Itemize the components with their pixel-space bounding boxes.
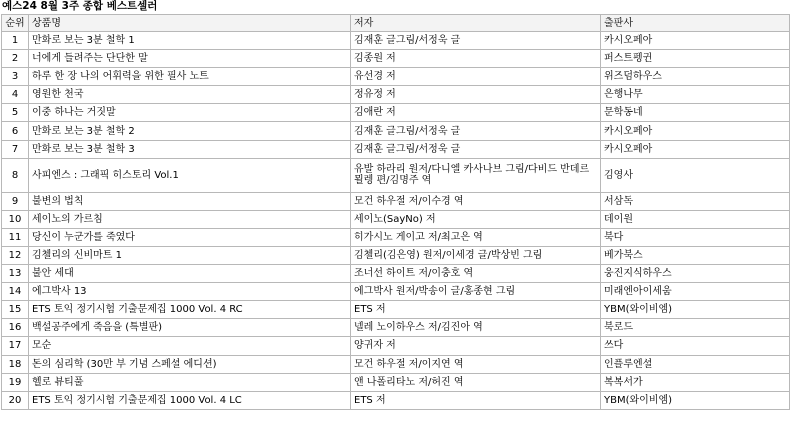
- title-cell: 당신이 누군가를 죽였다: [29, 228, 351, 246]
- author-cell: ETS 저: [351, 301, 601, 319]
- column-header-publisher: 출판사: [601, 15, 790, 32]
- table-row: [2, 104, 790, 122]
- table-row: [2, 122, 790, 140]
- rank-cell: 8: [2, 158, 29, 192]
- rank-cell: 19: [2, 373, 29, 391]
- rank-cell: 3: [2, 68, 29, 86]
- author-cell: 유선경 저: [351, 68, 601, 86]
- column-header-author: 저자: [351, 15, 601, 32]
- rank-cell: 12: [2, 246, 29, 264]
- table-row: [2, 391, 790, 409]
- title-cell: 모순: [29, 337, 351, 355]
- publisher-cell: 은행나무: [601, 86, 790, 104]
- table-row: [2, 246, 790, 264]
- publisher-cell: 인플루엔셜: [601, 355, 790, 373]
- author-cell: ETS 저: [351, 391, 601, 409]
- author-cell: 세이노(SayNo) 저: [351, 210, 601, 228]
- title-cell: 사피엔스 : 그래픽 히스토리 Vol.1: [29, 158, 351, 192]
- table-row: [2, 210, 790, 228]
- rank-cell: 20: [2, 391, 29, 409]
- author-cell: 정유정 저: [351, 86, 601, 104]
- author-cell: 김재훈 글그림/서정욱 글: [351, 122, 601, 140]
- publisher-cell: 베가북스: [601, 246, 790, 264]
- publisher-cell: 쓰다: [601, 337, 790, 355]
- page-title: 예스24 8월 3주 종합 베스트셀러: [2, 0, 158, 12]
- author-cell: 조너선 하이트 저/이충호 역: [351, 265, 601, 283]
- author-cell: 김애란 저: [351, 104, 601, 122]
- publisher-cell: 문학동네: [601, 104, 790, 122]
- rank-cell: 1: [2, 32, 29, 50]
- column-header-title: 상품명: [29, 15, 351, 32]
- table-row: [2, 228, 790, 246]
- rank-cell: 10: [2, 210, 29, 228]
- publisher-cell: 북다: [601, 228, 790, 246]
- title-cell: 하루 한 장 나의 어휘력을 위한 필사 노트: [29, 68, 351, 86]
- rank-cell: 18: [2, 355, 29, 373]
- author-cell: 김첼리(김은영) 원저/이세경 글/박상빈 그림: [351, 246, 601, 264]
- author-cell: 모건 하우절 저/이수경 역: [351, 192, 601, 210]
- publisher-cell: 위즈덤하우스: [601, 68, 790, 86]
- publisher-cell: 카시오페아: [601, 32, 790, 50]
- publisher-cell: 카시오페아: [601, 122, 790, 140]
- publisher-cell: 복복서가: [601, 373, 790, 391]
- title-cell: 불안 세대: [29, 265, 351, 283]
- publisher-cell: 퍼스트펭귄: [601, 50, 790, 68]
- publisher-cell: 웅진지식하우스: [601, 265, 790, 283]
- table-row: [2, 140, 790, 158]
- table-row: [2, 373, 790, 391]
- rank-cell: 5: [2, 104, 29, 122]
- title-cell: 이중 하나는 거짓말: [29, 104, 351, 122]
- table-row: [2, 301, 790, 319]
- rank-cell: 13: [2, 265, 29, 283]
- table-body: [2, 32, 790, 410]
- title-cell: ETS 토익 정기시험 기출문제집 1000 Vol. 4 RC: [29, 301, 351, 319]
- publisher-cell: 카시오페아: [601, 140, 790, 158]
- table-row: [2, 265, 790, 283]
- author-cell: 히가시노 게이고 저/최고은 역: [351, 228, 601, 246]
- rank-cell: 9: [2, 192, 29, 210]
- publisher-cell: YBM(와이비엠): [601, 301, 790, 319]
- table-row: [2, 319, 790, 337]
- title-cell: 세이노의 가르침: [29, 210, 351, 228]
- title-cell: 만화로 보는 3분 철학 1: [29, 32, 351, 50]
- rank-cell: 16: [2, 319, 29, 337]
- author-cell: 유발 하라리 원저/다니엘 카사나브 그림/다비드 반데르묄렝 편/김명주 역: [351, 158, 601, 192]
- title-cell: 돈의 심리학 (30만 부 기념 스페셜 에디션): [29, 355, 351, 373]
- table-row: [2, 50, 790, 68]
- title-cell: 영원한 천국: [29, 86, 351, 104]
- title-cell: 불변의 법칙: [29, 192, 351, 210]
- publisher-cell: 북로드: [601, 319, 790, 337]
- title-cell: 김첼리의 신비마트 1: [29, 246, 351, 264]
- author-cell: 모건 하우절 저/이지연 역: [351, 355, 601, 373]
- author-cell: 양귀자 저: [351, 337, 601, 355]
- author-cell: 김재훈 글그림/서정욱 글: [351, 140, 601, 158]
- rank-cell: 6: [2, 122, 29, 140]
- table-row: [2, 68, 790, 86]
- author-cell: 넬레 노이하우스 저/김진아 역: [351, 319, 601, 337]
- rank-cell: 15: [2, 301, 29, 319]
- author-cell: 김재훈 글그림/서정욱 글: [351, 32, 601, 50]
- table-row: [2, 337, 790, 355]
- title-cell: 만화로 보는 3분 철학 2: [29, 122, 351, 140]
- table-row: [2, 355, 790, 373]
- publisher-cell: 서삼독: [601, 192, 790, 210]
- title-cell: 만화로 보는 3분 철학 3: [29, 140, 351, 158]
- table-header-row: [2, 15, 790, 32]
- table-row: [2, 32, 790, 50]
- rank-cell: 14: [2, 283, 29, 301]
- table-row: [2, 158, 790, 192]
- column-header-rank: 순위: [2, 15, 29, 32]
- author-cell: 김종원 저: [351, 50, 601, 68]
- title-cell: ETS 토익 정기시험 기출문제집 1000 Vol. 4 LC: [29, 391, 351, 409]
- table-row: [2, 86, 790, 104]
- title-cell: 에그박사 13: [29, 283, 351, 301]
- rank-cell: 11: [2, 228, 29, 246]
- rank-cell: 17: [2, 337, 29, 355]
- title-cell: 헬로 뷰티풀: [29, 373, 351, 391]
- author-cell: 앤 나폴리타노 저/허진 역: [351, 373, 601, 391]
- table-row: [2, 283, 790, 301]
- publisher-cell: YBM(와이비엠): [601, 391, 790, 409]
- publisher-cell: 미래엔아이세움: [601, 283, 790, 301]
- bestseller-table: [1, 14, 790, 410]
- publisher-cell: 김영사: [601, 158, 790, 192]
- author-cell: 에그박사 원저/박송이 글/홍종현 그림: [351, 283, 601, 301]
- table-row: [2, 192, 790, 210]
- rank-cell: 4: [2, 86, 29, 104]
- title-cell: 백설공주에게 죽음을 (특별판): [29, 319, 351, 337]
- publisher-cell: 데이원: [601, 210, 790, 228]
- title-cell: 너에게 들려주는 단단한 말: [29, 50, 351, 68]
- rank-cell: 7: [2, 140, 29, 158]
- rank-cell: 2: [2, 50, 29, 68]
